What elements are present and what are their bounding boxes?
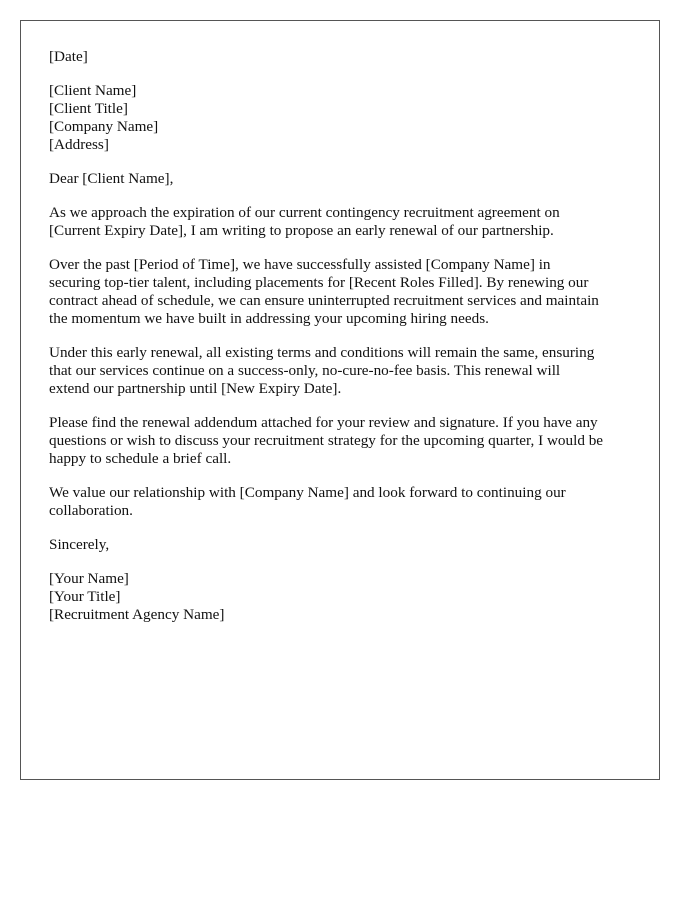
date-block	[49, 48, 639, 66]
paragraph-line: extend our partnership until [New Expiry Date].	[49, 380, 342, 397]
body-paragraph-2	[49, 256, 639, 328]
signature-name: [Your Name]	[49, 570, 129, 587]
paragraph-line: happy to schedule a brief call.	[49, 450, 232, 467]
paragraph-line: Under this early renewal, all existing terms and conditions will remain the same, ensuring	[49, 344, 595, 361]
paragraph-line: contract ahead of schedule, we can ensure uninterrupted recruitment services and maintain	[49, 292, 599, 309]
paragraph-line: As we approach the expiration of our current contingency recruitment agreement on	[49, 204, 560, 221]
paragraph-line: the momentum we have built in addressing your upcoming hiring needs.	[49, 310, 489, 327]
signature-block	[49, 570, 639, 624]
letter-page	[20, 20, 660, 780]
recipient-block	[49, 82, 639, 154]
letter-date: [Date]	[49, 48, 88, 65]
paragraph-line: Over the past [Period of Time], we have successfully assisted [Company Name] in	[49, 256, 551, 273]
paragraph-line: Please find the renewal addendum attached for your review and signature. If you have any	[49, 414, 598, 431]
closing-block	[49, 536, 639, 554]
paragraph-line: questions or wish to discuss your recruitment strategy for the upcoming quarter, I would be	[49, 432, 604, 449]
recipient-title: [Client Title]	[49, 100, 128, 117]
paragraph-line: We value our relationship with [Company Name] and look forward to continuing our	[49, 484, 566, 501]
paragraph-line: [Current Expiry Date], I am writing to propose an early renewal of our partnership.	[49, 222, 554, 239]
body-paragraph-4	[49, 414, 639, 468]
paragraph-line: that our services continue on a success-only, no-cure-no-fee basis. This renewal will	[49, 362, 561, 379]
paragraph-line: securing top-tier talent, including placements for [Recent Roles Filled]. By renewing our	[49, 274, 589, 291]
body-paragraph-5	[49, 484, 639, 520]
body-paragraph-1	[49, 204, 639, 240]
salutation: Dear [Client Name],	[49, 170, 174, 187]
paragraph-line: collaboration.	[49, 502, 133, 519]
recipient-company: [Company Name]	[49, 118, 159, 135]
salutation-block	[49, 170, 639, 188]
closing: Sincerely,	[49, 536, 110, 553]
signature-agency: [Recruitment Agency Name]	[49, 606, 225, 623]
recipient-name: [Client Name]	[49, 82, 137, 99]
signature-title: [Your Title]	[49, 588, 121, 605]
recipient-address: [Address]	[49, 136, 109, 153]
body-paragraph-3	[49, 344, 639, 398]
letter-body	[49, 48, 639, 640]
